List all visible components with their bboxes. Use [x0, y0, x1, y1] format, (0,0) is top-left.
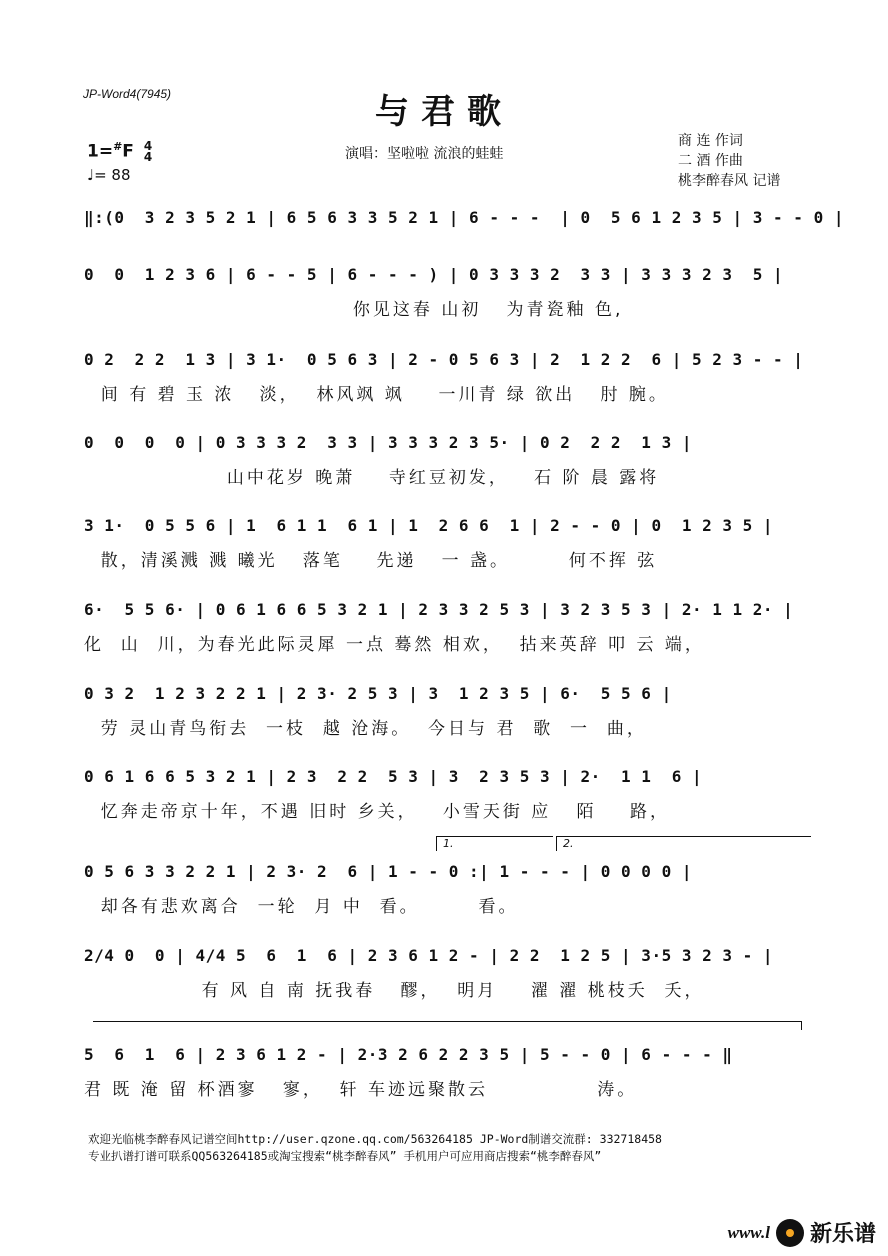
notation-line	[84, 208, 844, 236]
tempo-value: = 88	[94, 166, 131, 184]
lyric-line: 散，清溪溅 溅 曦光 落笔 先递 一 盏。 何不挥 弦	[84, 551, 658, 571]
composer-credit: 二 酒 作曲	[678, 153, 743, 169]
notes-text: 0 0 1 2 3 6 | 6 - - 5 | 6 - - - ) | 0 3 3 3 2 3 3 | 3 3 3 2 3 5 |	[84, 265, 784, 284]
notes-text: 0 5 6 3 3 2 2 1 | 2 3· 2 6 | 1 - - 0 :| 1 - - - | 0 0 0 0 |	[84, 862, 692, 881]
transcriber-credit: 桃李醉春风 记谱	[678, 173, 781, 189]
notation-line	[84, 767, 804, 795]
notes-text: 0 6 1 6 6 5 3 2 1 | 2 3 2 2 5 3 | 3 2 3 5 3 | 2· 1 1 6 |	[84, 767, 703, 786]
notation-line	[84, 1045, 804, 1073]
sharp-sign: #	[113, 140, 123, 153]
brand-logo	[728, 1217, 876, 1248]
notes-text: 5 6 1 6 | 2 3 6 1 2 - | 2·3 2 6 2 2 3 5 | 5 - - 0 | 6 - - - ‖	[84, 1045, 733, 1064]
lyric-line: 君 既 淹 留 杯酒寥 寥， 轩 车迹远聚散云 涛。	[84, 1080, 638, 1100]
tempo-marking	[87, 166, 131, 184]
page-title: 与君歌	[375, 92, 513, 132]
notation-line	[84, 600, 804, 628]
lyric-line: 有 风 自 南 抚我春 醪， 明月 濯 濯 桃枝夭 夭，	[84, 981, 705, 1001]
notation-line	[84, 684, 804, 712]
notation-line	[84, 862, 804, 890]
key-note: F	[122, 141, 134, 162]
first-ending-bracket: 1.	[436, 836, 553, 851]
footer-contact: 专业扒谱打谱可联系QQ563264185或淘宝搜索“桃李醉春风”	[88, 1149, 397, 1163]
notation-line	[84, 265, 804, 293]
lyric-line: 却各有悲欢离合 一轮 月 中 看。 看。	[84, 897, 519, 917]
footer	[88, 1131, 662, 1165]
notes-text: ‖:(0 3 2 3 5 2 1 | 6 5 6 3 3 5 2 1 | 6 - - - | 0 5 6 1 2 3 5 | 3 - - 0 |	[84, 208, 844, 227]
notes-text: 0 0 0 0 | 0 3 3 3 2 3 3 | 3 3 3 2 3 5· | 0 2 2 2 1 3 |	[84, 433, 692, 452]
notation-line	[84, 433, 804, 461]
second-ending-bracket: 2.	[556, 836, 811, 851]
notes-text: 2/4 0 0 | 4/4 5 6 1 6 | 2 3 6 1 2 - | 2 2 1 2 5 | 3·5 3 2 3 - |	[84, 946, 774, 965]
time-bottom: 4	[143, 149, 153, 164]
singer-credit: 演唱：坚啦啦 流浪的蛙蛙	[345, 146, 504, 162]
footer-group: JP-Word制谱交流群: 332718458	[479, 1132, 662, 1146]
credits	[678, 131, 780, 191]
lyric-line: 间 有 碧 玉 浓 淡， 林风飒 飒 一川青 绿 欲出 肘 腕。	[84, 385, 669, 405]
lyric-line: 你见这春 山初 为青瓷釉 色,	[84, 300, 624, 320]
notes-text: 0 2 2 2 1 3 | 3 1· 0 5 6 3 | 2 - 0 5 6 3 | 2 1 2 2 6 | 5 2 3 - - |	[84, 350, 804, 369]
notes-text: 0 3 2 1 2 3 2 2 1 | 2 3· 2 5 3 | 3 1 2 3 5 | 6· 5 5 6 |	[84, 684, 672, 703]
key-signature	[87, 140, 152, 163]
lyric-line: 化 山 川，为春光此际灵犀 一点 蓦然 相欢， 拈来英辞 叩 云 端，	[84, 635, 705, 655]
notation-line	[84, 350, 804, 378]
notes-text: 6· 5 5 6· | 0 6 1 6 6 5 3 2 1 | 2 3 3 2 5 3 | 3 2 3 5 3 | 2· 1 1 2· |	[84, 600, 794, 619]
logo-brand: 新乐谱	[809, 1222, 876, 1247]
lyric-line: 劳 灵山青鸟衔去 一枝 越 沧海。 今日与 君 歌 一 曲，	[84, 719, 647, 739]
lyric-line: 山中花岁 晚萧 寺红豆初发， 石 阶 晨 露将	[84, 468, 660, 488]
notes-text: 3 1· 0 5 5 6 | 1 6 1 1 6 1 | 1 2 6 6 1 | 2 - - 0 | 0 1 2 3 5 |	[84, 516, 774, 535]
footer-app: 手机用户可应用商店搜索“桃李醉春风”	[403, 1149, 602, 1163]
lyricist-credit: 商 连 作词	[678, 133, 743, 149]
notation-line	[84, 516, 804, 544]
quarter-note-icon: ♩	[87, 166, 95, 184]
notation-line	[84, 946, 804, 974]
time-signature	[143, 138, 153, 164]
key-prefix: 1=	[87, 141, 114, 162]
lyric-line: 忆奔走帝京十年，不遇 旧时 乡关， 小雪天街 应 陌 路，	[84, 802, 671, 822]
footer-site: 欢迎光临桃李醉春风记谱空间http://user.qzone.qq.com/563264185	[88, 1132, 473, 1146]
logo-url: www.l	[727, 1222, 770, 1242]
slur-line	[93, 1021, 802, 1030]
software-label: JP-Word4(7945)	[83, 87, 172, 101]
record-disc-icon	[776, 1219, 804, 1247]
time-top: 4	[143, 138, 153, 153]
